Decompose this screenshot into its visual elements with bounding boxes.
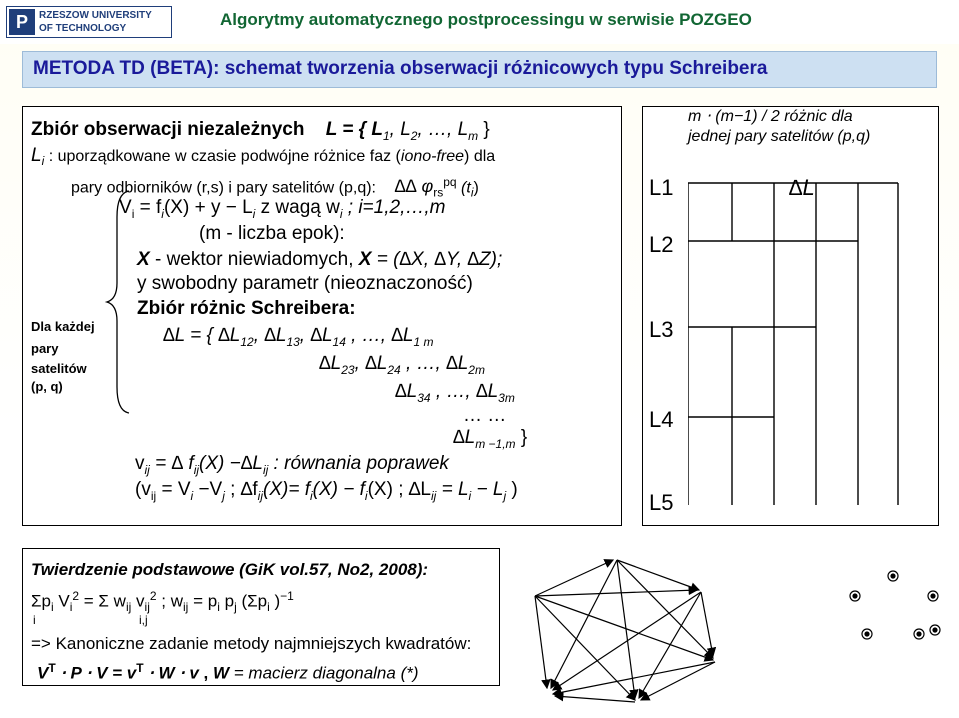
observation-equation: $V_i = f_i(X) + y - L_i$ z wagą $w_i$ ; i=1,2,…,m	[119, 197, 446, 221]
correction-equation: $v_{ij}$ = ∆ $f_{ij}(X) -\Delta L_{ij}$ : równania poprawek	[135, 453, 449, 477]
observations-set-line: Zbiór obserwacji niezależnych L = { $L_1$, $L_2$, …, $L_m$ }	[31, 119, 490, 143]
pairs-count-note: m ⋅ (m−1) / 2 różnic dla jednej pary satelitów (p,q)	[688, 108, 871, 145]
slide-title: METODA TD (BETA): schemat tworzenia obserwacji różnicowych typu Schreibera	[33, 58, 768, 79]
least-squares-formula: $V^T \cdot P \cdot V = v^T \cdot W \cdot v$ , W = macierz diagonalna (*)	[37, 661, 419, 683]
schreiber-row-1: ∆L = { $\Delta L_{12}$, $\Delta L_{13}$, $\Delta L_{14}$ , …, $\Delta L_{1 m}$	[163, 325, 434, 349]
theorem-title: Twierdzenie podstawowe (GiK vol.57, No2, 2008):	[31, 560, 429, 579]
side-label-line4: (p, q)	[31, 379, 63, 394]
epoch-label-4: L4	[649, 407, 674, 432]
sum-index-ij: i,j	[139, 613, 148, 627]
main-content-box	[22, 106, 622, 526]
unknowns-line: X - wektor niewiadomych, X = (∆X, ∆Y, ∆Z);	[137, 249, 503, 270]
difference-ladder-diagram	[688, 145, 938, 525]
epoch-label-5: L5	[649, 490, 674, 515]
theorem-equation: $\Sigma p_i$ $V_i^2 = \Sigma$ $w_{ij}$ $v_{ij}^2$ ; $w_{ij} = p_i$ $p_j$ ($\Sigma p_i$ )$^{-1}$	[31, 589, 294, 615]
epoch-label-1: L1	[649, 175, 674, 200]
logo-text-line2: OF TECHNOLOGY	[39, 23, 127, 34]
logo-mark-icon: P	[9, 9, 35, 35]
difference-definitions: ($v_{ij} = V_i -V_j$ ; $\Delta f_{ij}(X)= f_i(X) - f_i(X)$ ; $\Delta L_{ij} = L_i - L_j$ )	[135, 479, 518, 503]
schreiber-row-3: $\Delta L_{34}$ , …, $\Delta L_{3m}$	[395, 381, 515, 405]
header-title: Algorytmy automatycznego postprocessingu w serwisie POZGEO	[220, 10, 752, 29]
side-label-line1: Dla każdej	[31, 319, 95, 334]
theorem-box	[22, 548, 500, 686]
canonical-task-line: => Kanoniczne zadanie metody najmniejszych kwadratów:	[31, 634, 472, 653]
sum-index-i: i	[33, 613, 36, 627]
receivers-satellites-line: pary odbiorników (r,s) i pary satelitów (p,q): ∆∆ $\varphi_{rs}^{pq}$ $(t_i)$	[71, 175, 479, 200]
side-label-line2: pary	[31, 341, 59, 356]
epochs-note: (m - liczba epok):	[199, 223, 345, 244]
logo-text-line1: RZESZOW UNIVERSITY	[39, 10, 152, 21]
schreiber-set-title: Zbiór różnic Schreibera:	[137, 298, 356, 319]
pairs-diagram-box	[642, 106, 939, 526]
schreiber-ellipsis: … …	[463, 405, 507, 426]
epoch-label-2: L2	[649, 232, 674, 257]
free-parameter-line: y swobodny parametr (nieoznaczoność)	[137, 273, 473, 294]
university-logo	[6, 6, 172, 38]
ordered-differences-line: $L_i$ : uporządkowane w czasie podwójne różnice faz (iono-free) dla	[31, 145, 496, 169]
epoch-label-3: L3	[649, 317, 674, 342]
side-label-line3: satelitów	[31, 361, 87, 376]
header-bar	[0, 0, 959, 44]
delta-l-label: ∆L	[789, 175, 815, 200]
curly-brace-icon	[103, 187, 133, 417]
slide-title-band	[22, 51, 937, 88]
schreiber-row-2: $\Delta L_{23}$, $\Delta L_{24}$ , …, $\Delta L_{2m}$	[319, 353, 485, 377]
complete-graph-diagram	[515, 548, 955, 713]
schreiber-row-last: $\Delta L_{m -1,m}$ }	[453, 427, 528, 451]
